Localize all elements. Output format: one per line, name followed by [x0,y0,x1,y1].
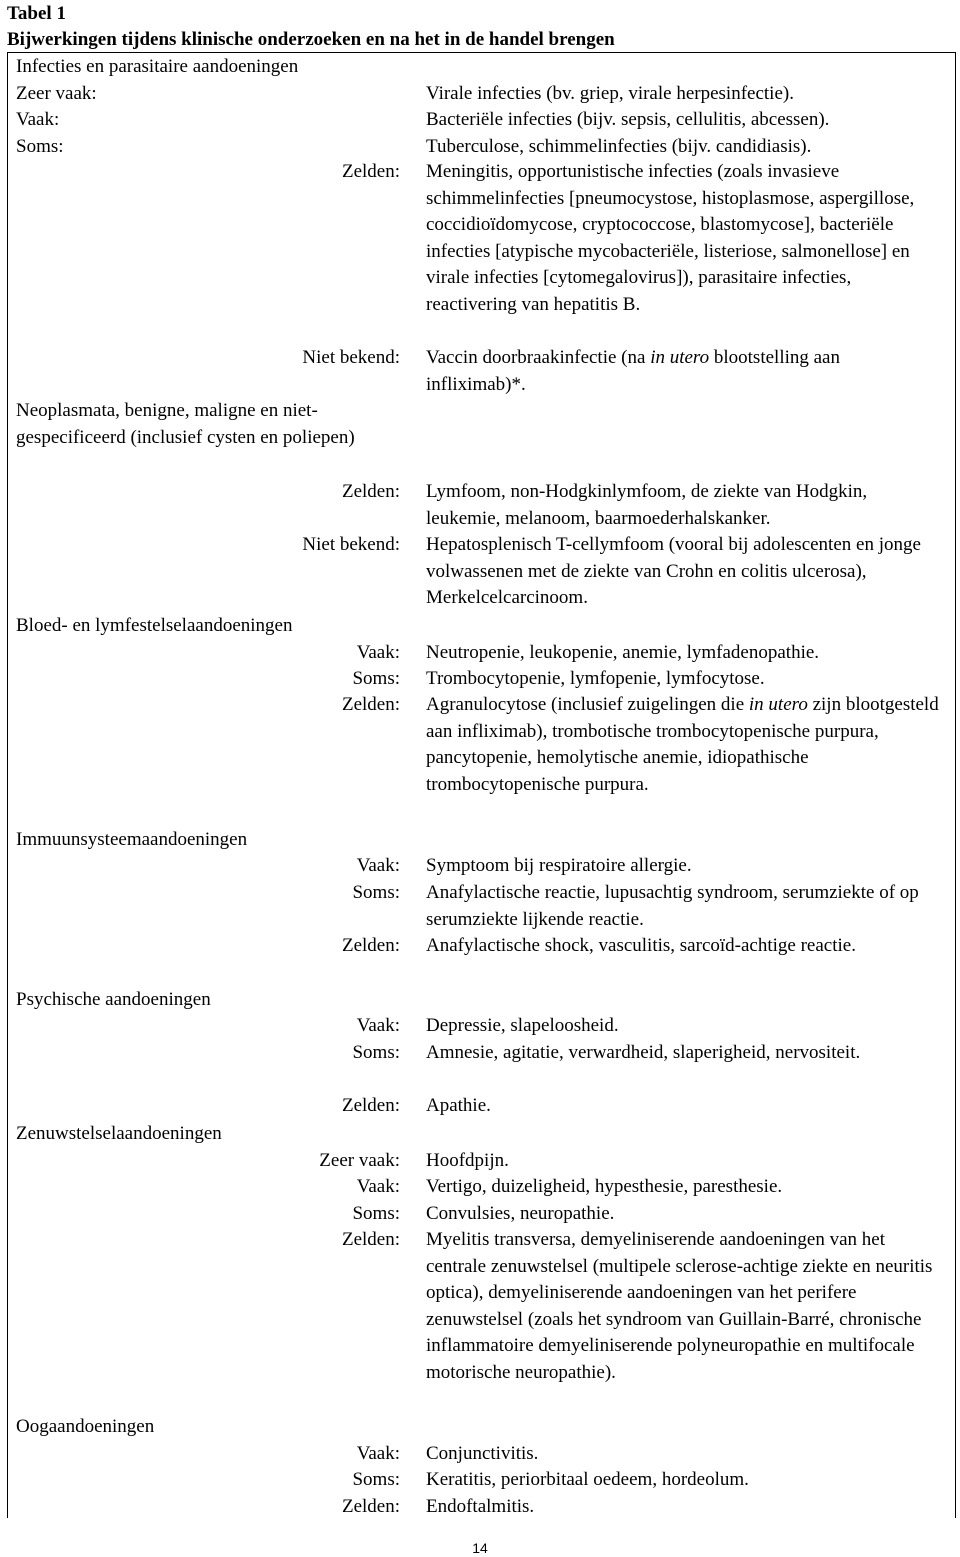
frequency-label: Vaak: [356,1176,400,1197]
reaction-text: Virale infecties (bv. griep, virale herpesinfectie). [426,83,794,104]
category-label: Neoplasmata, benigne, maligne en niet-gespecificeerd (inclusief cysten en poliepen) [16,400,355,448]
category-label: Oogaandoeningen [16,1416,155,1437]
frequency-label: Zelden: [341,935,400,956]
frequency-label: Vaak: [356,1443,400,1464]
reaction-text: Vaccin doorbraakinfectie (na in utero blootstelling aan infliximab)*. [426,347,840,395]
reaction-text: Vertigo, duizeligheid, hypesthesie, paresthesie. [426,1176,783,1197]
frequency-label: Vaak: [16,109,60,130]
reaction-text: Agranulocytose (inclusief zuigelingen die in utero zijn blootgesteld aan infliximab), trombotische trombocytopenische purpura, pancytopenie, hemolytische anemie, idiopathische trombocytopenische purpura. [426,694,939,795]
frequency-label: Vaak: [356,642,400,663]
frequency-label: Niet bekend: [302,347,400,368]
frequency-label: Vaak: [356,855,400,876]
category-label: Immuunsysteemaandoeningen [16,829,248,850]
category-label: Psychische aandoeningen [16,989,211,1010]
reaction-text: Meningitis, opportunistische infecties (zoals invasieve schimmelinfecties [pneumocystose, histoplasmose, aspergillose, coccidioïdomycose, cryptococcose, blastomycose], bacteriële infecties [atypische mycobacteriële, listeriose, salmonellose] en virale infecties [cytomegalovirus]), parasitaire infecties, reactivering van hepatitis B. [426,161,915,315]
frequency-label: Zelden: [341,1229,400,1250]
frequency-label: Soms: [352,1469,400,1490]
reaction-text: Amnesie, agitatie, verwardheid, slaperigheid, nervositeit. [426,1042,861,1063]
reaction-text: Anafylactische shock, vasculitis, sarcoïd-achtige reactie. [426,935,856,956]
reaction-text: Hoofdpijn. [426,1150,509,1171]
frequency-label: Vaak: [356,1015,400,1036]
table-title: Tabel 1 [7,3,66,24]
reaction-text: Conjunctivitis. [426,1443,539,1464]
frequency-label: Zelden: [341,1496,400,1517]
reaction-text: Convulsies, neuropathie. [426,1203,615,1224]
frequency-label: Niet bekend: [302,534,400,555]
page-number: 14 [472,1540,488,1556]
frequency-label: Soms: [352,668,400,689]
reaction-text: Myelitis transversa, demyeliniserende aandoeningen van het centrale zenuwstelsel (multipele sclerose-achtige ziekte en neuritis optica), demyeliniserende aandoeningen van het perifere zenuwstelsel (zoals het syndroom van Guillain-Barré, chronische inflammatoire demyeliniserende polyneuropathie en multifocale motorische neuropathie). [426,1229,933,1383]
reaction-text: Lymfoom, non-Hodgkinlymfoom, de ziekte van Hodgkin, leukemie, melanoom, baarmoederhalskanker. [426,481,868,529]
reaction-text: Bacteriële infecties (bijv. sepsis, cellulitis, abcessen). [426,109,830,130]
reaction-text: Keratitis, periorbitaal oedeem, hordeolum. [426,1469,749,1490]
frequency-label: Zelden: [341,1095,400,1116]
reaction-text: Hepatosplenisch T-cellymfoom (vooral bij adolescenten en jonge volwassenen met de ziekte van Crohn en colitis ulcerosa), Merkelcelcarcinoom. [426,534,921,609]
frequency-label: Soms: [352,882,400,903]
category-label: Zenuwstelselaandoeningen [16,1123,222,1144]
reaction-text: Tuberculose, schimmelinfecties (bijv. candidiasis). [426,136,812,157]
category-label: Bloed- en lymfestelselaandoeningen [16,615,293,636]
category-label: Infecties en parasitaire aandoeningen [16,56,299,77]
reaction-text: Anafylactische reactie, lupusachtig syndroom, serumziekte of op serumziekte lijkende reactie. [426,882,919,930]
reaction-text: Neutropenie, leukopenie, anemie, lymfadenopathie. [426,642,820,663]
frequency-label: Zelden: [341,481,400,502]
frequency-label: Zeer vaak: [16,83,97,104]
table-subtitle: Bijwerkingen tijdens klinische onderzoeken en na het in de handel brengen [7,29,615,50]
reaction-text: Depressie, slapeloosheid. [426,1015,619,1036]
frequency-label: Soms: [352,1042,400,1063]
frequency-label: Soms: [16,136,64,157]
reaction-text: Apathie. [426,1095,491,1116]
reaction-text: Trombocytopenie, lymfopenie, lymfocytose. [426,668,765,689]
frequency-label: Zelden: [341,161,400,182]
frequency-label: Soms: [352,1203,400,1224]
frequency-label: Zeer vaak: [319,1150,400,1171]
reaction-text: Endoftalmitis. [426,1496,535,1517]
reaction-text: Symptoom bij respiratoire allergie. [426,855,692,876]
frequency-label: Zelden: [341,694,400,715]
